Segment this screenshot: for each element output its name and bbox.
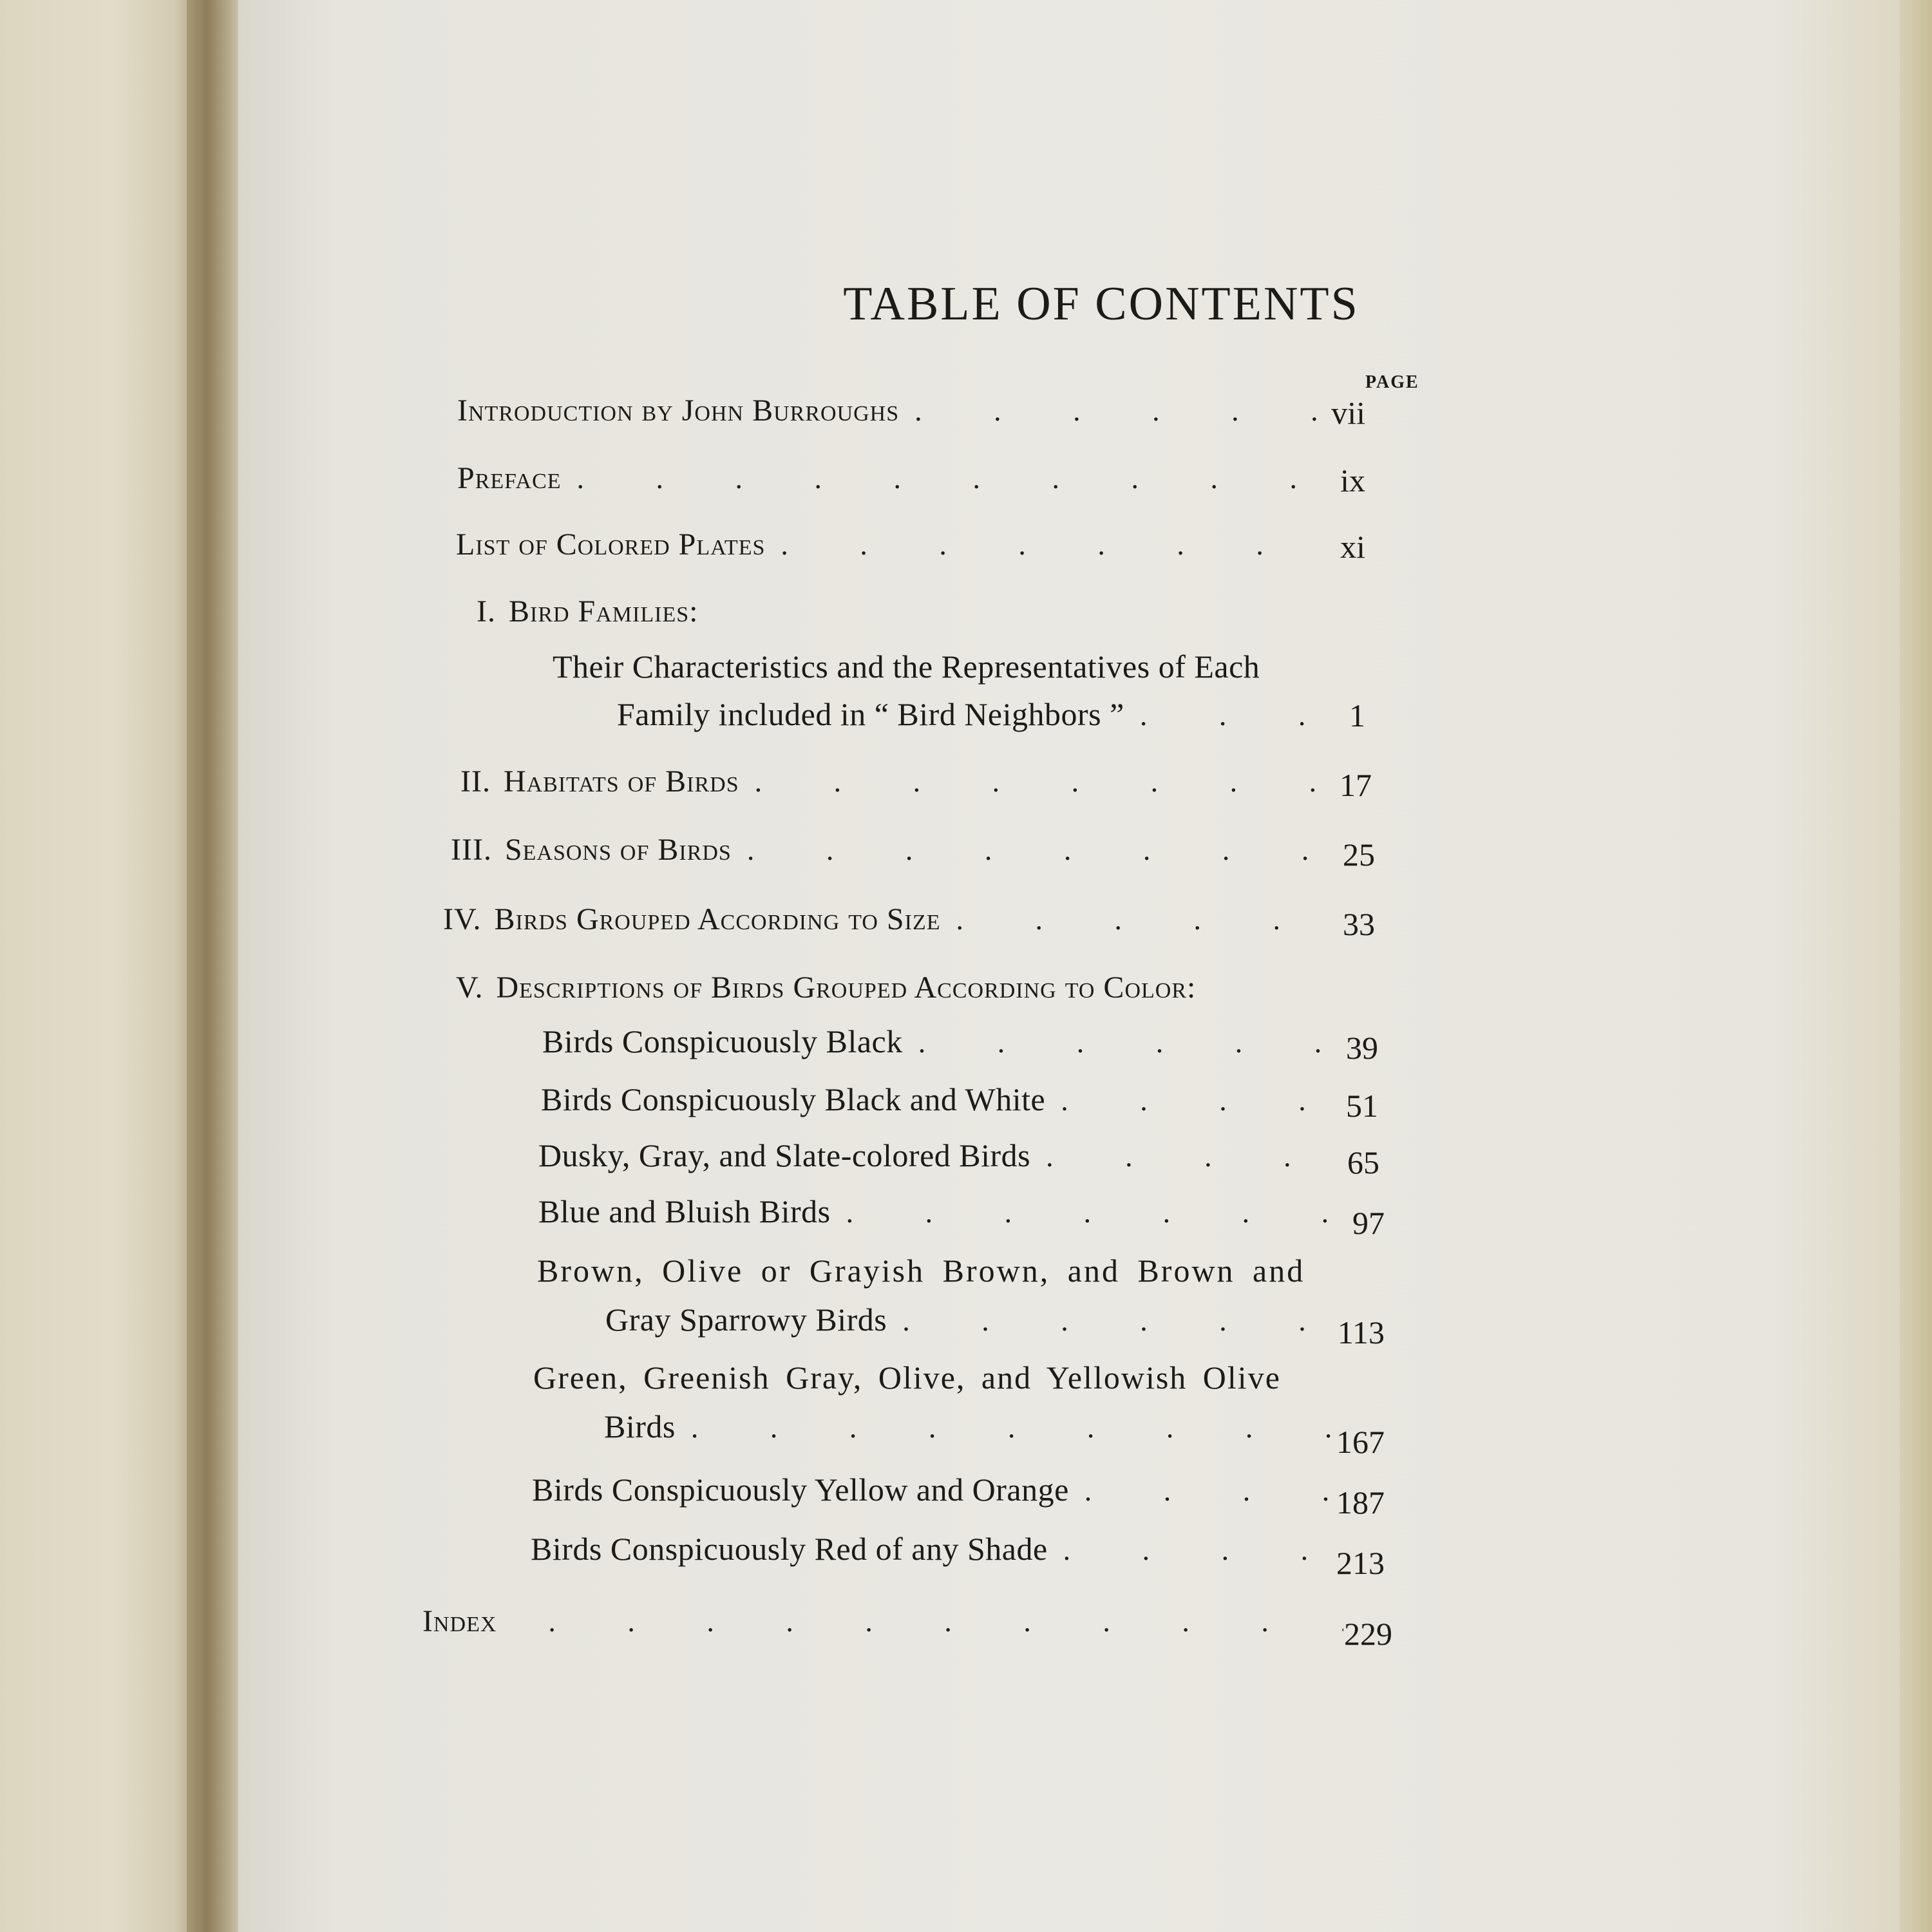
toc-entry-page: 97 [1352,1205,1385,1241]
toc-entry-page: 187 [1336,1484,1385,1520]
toc-entry-page: 1 [1349,697,1365,734]
toc-entry-label: Birds Conspicuously Yellow and Orange [532,1472,1069,1508]
dot-leader [548,1604,1343,1638]
section-label: Descriptions of Birds Grouped According to Color: [496,971,1197,1005]
toc-entry-seasons [451,832,1327,884]
toc-entry-blue [538,1193,1343,1244]
toc-entry-page: 167 [1336,1424,1385,1460]
toc-entry-colored-plates [456,527,1327,578]
toc-entry-size [443,902,1327,953]
toc-entry-bird-families [617,696,1327,747]
toc-entry-page: ix [1340,462,1365,498]
toc-entry-label: Birds [604,1408,676,1444]
toc-entry-habitats [460,764,1327,815]
toc-entry-red [531,1530,1343,1582]
section-number: I. [477,594,496,629]
section-number: V. [456,971,484,1005]
toc-entry-introduction [457,393,1327,444]
toc-entry-page: 51 [1346,1088,1378,1124]
toc-entry-index [422,1604,1343,1655]
toc-entry-label: Birds Conspicuously Red of any Shade [531,1531,1048,1567]
toc-entry-brown [605,1301,1343,1352]
toc-entry-page: 33 [1343,906,1375,942]
toc-entry-page: 65 [1347,1144,1379,1180]
toc-entry-label: Family included in “ Bird Neighbors ” [617,696,1124,732]
toc-entry-label: List of Colored Plates [456,527,766,562]
toc-entry-dusky-gray [538,1137,1334,1188]
toc-section-descriptions [456,970,1196,1005]
toc-entry-label: Seasons of Birds [504,833,732,867]
section-label: Bird Families: [508,594,699,629]
toc-entry-page: 25 [1343,837,1375,873]
toc-entry-page: vii [1331,395,1365,431]
dot-leader [755,764,1327,799]
toc-section-bird-families [477,594,698,629]
toc-entry-label-line1: Brown, Olive or Grayish Brown, and Brown and [537,1253,1305,1289]
toc-entry-black-white [541,1081,1334,1132]
toc-entry-page: 113 [1337,1314,1385,1350]
page-title-block [0,277,1932,332]
dot-leader [691,1410,1343,1444]
section-number: III. [451,833,492,867]
section-number: IV. [443,902,482,936]
toc-entry-green [604,1408,1343,1459]
toc-entry-page: xi [1340,529,1365,565]
dot-leader [747,833,1327,867]
toc-entry-label: Gray Sparrowy Birds [605,1302,887,1338]
toc-entry-label: Dusky, Gray, and Slate-colored Birds [538,1137,1031,1173]
toc-subtitle-line: Their Characteristics and the Representatives of Each [553,649,1260,685]
toc-entry-label: Introduction by John Burroughs [457,393,900,428]
toc-entry-label: Blue and Bluish Birds [538,1193,831,1229]
toc-entry-label: Preface [457,461,562,495]
toc-entry-label: Birds Conspicuously Black [542,1023,903,1059]
toc-entry-page: 39 [1346,1030,1378,1066]
toc-entry-label: Birds Conspicuously Black and White [541,1081,1046,1117]
toc-entry-label-line1: Green, Greenish Gray, Olive, and Yellowish Olive [533,1359,1281,1396]
toc-entry-black [542,1023,1334,1074]
section-number: II. [460,764,491,799]
toc-entry-page: 17 [1340,767,1372,803]
dot-leader [577,461,1327,495]
toc-entry-label: Index [422,1604,497,1638]
toc-entry-yellow-orange [532,1471,1343,1522]
toc-entry-page: 213 [1336,1545,1385,1581]
toc-entry-label: Habitats of Birds [503,764,739,799]
toc-entry-page: 229 [1344,1616,1392,1652]
page-title: TABLE OF CONTENTS [843,278,1359,330]
toc-entry-preface [457,460,1327,512]
toc-entry-label: Birds Grouped According to Size [494,902,941,936]
page-column-label: PAGE [1365,372,1419,392]
